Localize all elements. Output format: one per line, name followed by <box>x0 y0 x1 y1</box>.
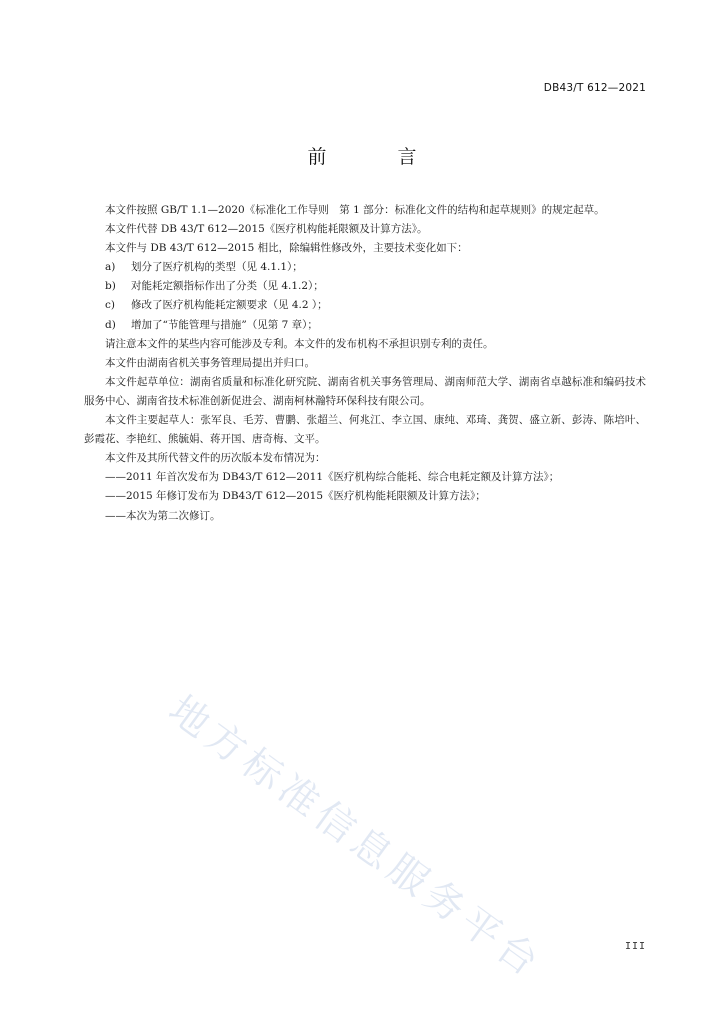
list-marker: d) <box>105 318 116 331</box>
list-item <box>84 258 646 277</box>
paragraph-replaces: 本文件代替 DB 43/T 612—2015《医疗机构能耗限额及计算方法》。 <box>105 223 428 236</box>
list-item <box>84 316 646 335</box>
document-code: DB43/T 612—2021 <box>543 82 646 94</box>
list-item-text: 对能耗定额指标作出了分类（见 4.1.2）； <box>131 280 324 293</box>
page-number: III <box>624 941 646 952</box>
list-marker: a) <box>105 261 116 274</box>
paragraph-drafting-units: 本文件起草单位：湖南省质量和标准化研究院、湖南省机关事务管理局、湖南师范大学、湖南省卓越标准和编码技术服务中心、湖南省技术标准创新促进会、湖南柯林瀚特环保科技有限公司。 <box>84 375 646 407</box>
history-item: ——本次为第二次修订。 <box>105 509 221 522</box>
foreword-body <box>84 201 646 526</box>
paragraph-changes-intro: 本文件与 DB 43/T 612—2015 相比，除编辑性修改外，主要技术变化如下： <box>105 242 468 255</box>
paragraph-drafters: 本文件主要起草人：张军良、毛芳、曹鹏、张超兰、何兆江、李立国、康纯、邓琦、龚贺、盛立新、彭涛、陈培叶、彭霞花、李艳红、熊毓娟、蒋开国、唐奇梅、文平。 <box>84 414 646 446</box>
paragraph-history-intro: 本文件及其所代替文件的历次版本发布情况为： <box>105 452 326 465</box>
watermark: 地方标准信息服务平台 <box>160 687 551 989</box>
list-item-text: 增加了“节能管理与措施”（见第 7 章）； <box>131 318 318 331</box>
list-item <box>84 296 646 315</box>
list-item-text: 划分了医疗机构的类型（见 4.1.1）； <box>131 261 303 274</box>
history-item: ——2011 年首次发布为 DB43/T 612—2011《医疗机构综合能耗、综合电耗定额及计算方法》； <box>105 471 560 484</box>
list-item <box>84 277 646 296</box>
list-item-text: 修改了医疗机构能耗定额要求（见 4.2 ）； <box>131 299 328 312</box>
list-marker: b) <box>105 280 116 293</box>
list-marker: c) <box>105 299 115 312</box>
paragraph-drafting-rules: 本文件按照 GB/T 1.1—2020《标准化工作导则 第 1 部分：标准化文件的结构和起草规则》的规定起草。 <box>105 204 605 216</box>
history-item: ——2015 年修订发布为 DB43/T 612—2015《医疗机构能耗限额及计算方法》； <box>105 490 486 503</box>
paragraph-proposer: 本文件由湖南省机关事务管理局提出并归口。 <box>105 356 315 369</box>
paragraph-patent-notice: 请注意本文件的某些内容可能涉及专利。本文件的发布机构不承担识别专利的责任。 <box>105 337 494 350</box>
page-title: 前 言 <box>307 146 443 168</box>
